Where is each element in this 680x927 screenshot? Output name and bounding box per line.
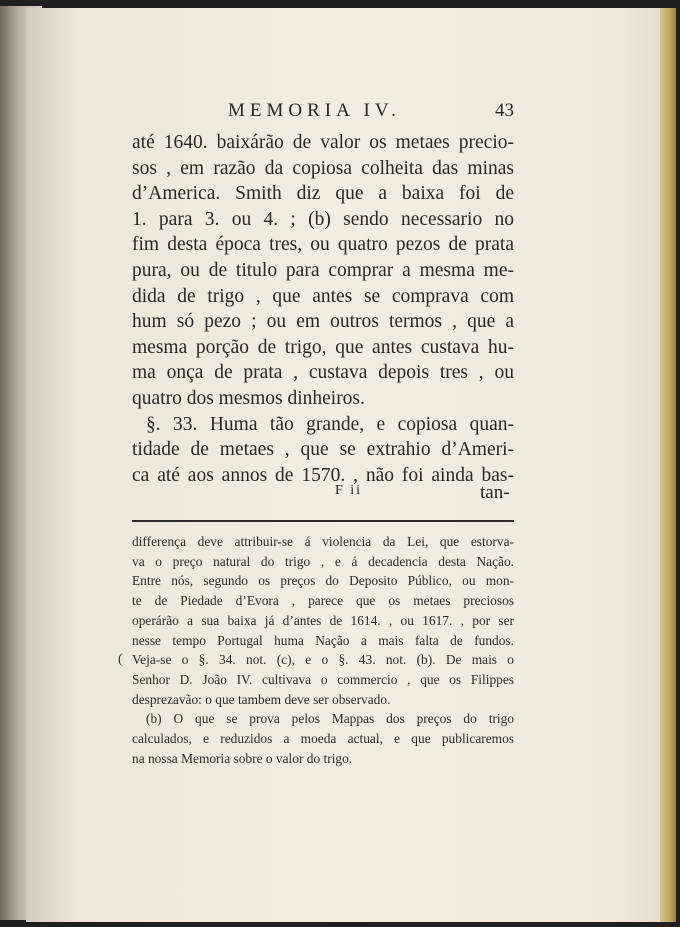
signature-mark: F ii — [335, 483, 363, 498]
text-line: mesma porção de trigo, que antes custava hu- — [132, 336, 514, 358]
footnote-line: (b) O que se prova pelos Mappas dos preços do trigo — [146, 711, 514, 727]
text-line: §. 33. Huma tão grande, e copiosa quan- — [146, 413, 514, 435]
footnote-line: Senhor D. João IV. cultivava o commercio , que os Filippes — [132, 671, 514, 687]
page-header — [228, 100, 514, 128]
footnote-line: Entre nós, segundo os preços do Deposito Público, ou mon- — [132, 573, 514, 589]
text-line: 1. para 3. ou 4. ; (b) sendo necessario no — [132, 208, 514, 230]
text-line: sos , em razão da copiosa colheita das minas — [132, 157, 514, 179]
footnote-line: operárão a sua baixa já d’antes de 1614. , ou 1617. , por ser — [132, 612, 514, 628]
footnote-line: na nossa Memoria sobre o valor do trigo. — [132, 750, 353, 766]
footnote-line: te de Piedade d’Evora , parece que os metaes preciosos — [132, 593, 514, 609]
text-line: fim desta época tres, ou quatro pezos de prata — [132, 234, 514, 256]
footnote-line: Veja-se o §. 34. not. (c), e o §. 43. not. (b). De mais o — [132, 652, 514, 668]
footnote-rule — [132, 520, 514, 522]
text-line: dida de trigo , que antes se comprava com — [132, 285, 514, 307]
text-line: ca até aos annos de 1570. , não foi ainda bas- — [132, 464, 514, 486]
text-line: até 1640. baixárão de valor os metaes precio- — [132, 132, 514, 153]
text-line: hum só pezo ; ou em outros termos , que a — [132, 311, 514, 333]
text-line: ma onça de prata , custava depois tres , ou — [132, 362, 514, 384]
footnotes — [132, 532, 514, 768]
footnote-line: differença deve attribuir-se á violencia da Lei, que estorva- — [132, 534, 514, 549]
footnote-line: desprezavão: o que tambem deve ser observado. — [132, 691, 391, 707]
catchword: tan- — [480, 482, 510, 503]
main-text — [132, 130, 514, 488]
text-line: d’America. Smith diz que a baixa foi de — [132, 183, 514, 205]
margin-mark: ( — [118, 652, 123, 667]
footnote-line: va o preço natural do trigo , e á decadencia desta Nação. — [132, 553, 514, 569]
text-line: tidade de metaes , que se extrahio d’Ameri- — [132, 439, 514, 461]
page-fore-edge — [660, 8, 676, 922]
text-line: pura, ou de titulo para comprar a mesma me- — [132, 259, 514, 281]
page-number: 43 — [495, 100, 514, 121]
running-title: MEMORIA IV. — [228, 100, 401, 121]
text-line: quatro dos mesmos dinheiros. — [132, 387, 365, 409]
footnote-line: nesse tempo Portugal huma Nação a mais falta de fundos. — [132, 632, 514, 648]
footnote-line: calculados, e reduzidos a moeda actual, e que publicaremos — [132, 731, 514, 747]
